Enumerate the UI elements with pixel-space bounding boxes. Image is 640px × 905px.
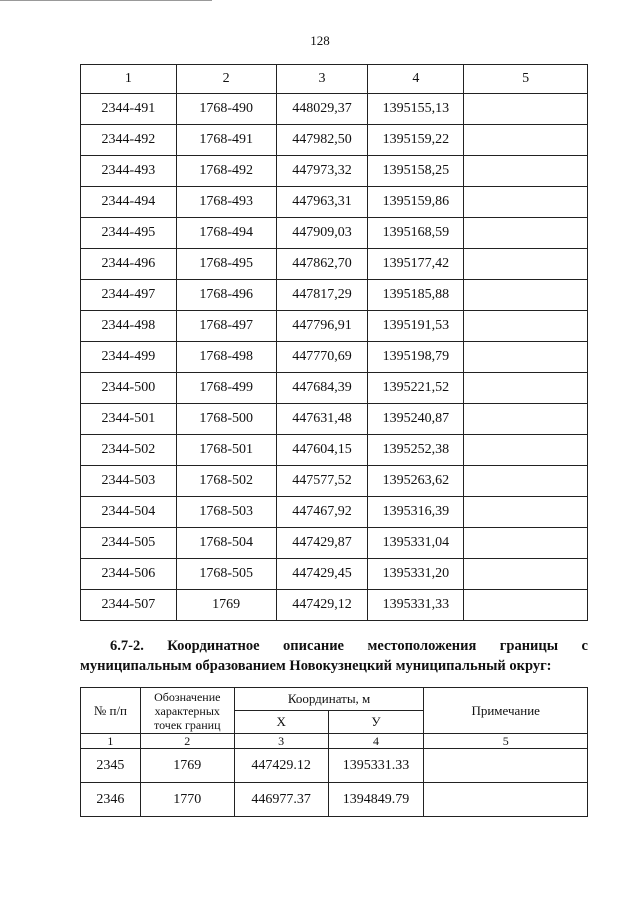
table-row — [81, 125, 588, 156]
table-row — [81, 783, 588, 817]
table-cell: 447862,70 — [276, 249, 368, 280]
column-number-header: 4 — [368, 65, 464, 94]
column-number-header: 2 — [176, 65, 276, 94]
border-table-header-row — [81, 688, 588, 711]
column-number-header: 3 — [276, 65, 368, 94]
table-cell: 447577,52 — [276, 466, 368, 497]
table-cell: 1768-494 — [176, 218, 276, 249]
section-heading-line-2: муниципальным образованием Новокузнецкий муниципальный округ: — [80, 658, 552, 674]
point-designation-header-line: характерных — [154, 703, 220, 718]
table-cell: 1395221,52 — [368, 373, 464, 404]
column-number-header: 5 — [464, 65, 588, 94]
table-cell — [464, 497, 588, 528]
table-cell: 2344-494 — [81, 187, 177, 218]
table-cell — [464, 280, 588, 311]
table-cell: 1768-499 — [176, 373, 276, 404]
table-cell: 2344-497 — [81, 280, 177, 311]
table-row — [81, 218, 588, 249]
table-row — [81, 466, 588, 497]
coordinates-header: Координаты, м — [234, 688, 424, 711]
table-cell: 1394849.79 — [328, 783, 424, 817]
table-cell: 447817,29 — [276, 280, 368, 311]
table-cell — [464, 373, 588, 404]
table-cell: 1768-496 — [176, 280, 276, 311]
table-cell: 447963,31 — [276, 187, 368, 218]
table-cell — [464, 466, 588, 497]
column-number: 2 — [140, 734, 234, 749]
table-cell: 1768-505 — [176, 559, 276, 590]
table-cell: 447429,45 — [276, 559, 368, 590]
table-cell: 1770 — [140, 783, 234, 817]
table-cell — [464, 435, 588, 466]
table-cell — [464, 590, 588, 621]
table-cell: 2344-504 — [81, 497, 177, 528]
table-row — [81, 311, 588, 342]
table-cell: 2344-501 — [81, 404, 177, 435]
table-cell — [464, 125, 588, 156]
point-designation-header-line: точек границ — [154, 717, 221, 732]
table-row — [81, 373, 588, 404]
table-cell: 1768-497 — [176, 311, 276, 342]
column-number: 4 — [328, 734, 424, 749]
table-cell: 1768-495 — [176, 249, 276, 280]
table-cell: 2344-500 — [81, 373, 177, 404]
table-cell — [464, 404, 588, 435]
column-number-header: 1 — [81, 65, 177, 94]
table-cell: 447429.12 — [234, 749, 328, 783]
border-table-body — [81, 688, 588, 817]
table-cell: 1769 — [140, 749, 234, 783]
table-row — [81, 156, 588, 187]
table-cell: 1395168,59 — [368, 218, 464, 249]
table-cell: 1395177,42 — [368, 249, 464, 280]
table-cell: 1395191,53 — [368, 311, 464, 342]
table-cell: 1768-500 — [176, 404, 276, 435]
table-row — [81, 497, 588, 528]
table-cell: 1768-498 — [176, 342, 276, 373]
table-cell: 1395331.33 — [328, 749, 424, 783]
table-cell — [464, 528, 588, 559]
table-cell: 1768-503 — [176, 497, 276, 528]
table-cell: 1395252,38 — [368, 435, 464, 466]
column-number: 3 — [234, 734, 328, 749]
table-cell: 2344-498 — [81, 311, 177, 342]
table-header-row — [81, 65, 588, 94]
table-cell: 447973,32 — [276, 156, 368, 187]
table-cell: 447604,15 — [276, 435, 368, 466]
table-cell — [464, 156, 588, 187]
table-cell: 1768-504 — [176, 528, 276, 559]
table-cell — [464, 249, 588, 280]
table-cell — [464, 94, 588, 125]
table-cell: 447429,87 — [276, 528, 368, 559]
page-number: 128 — [310, 33, 330, 48]
point-designation-header — [140, 688, 234, 734]
table-cell: 447770,69 — [276, 342, 368, 373]
table-cell — [464, 342, 588, 373]
x-header: X — [234, 711, 328, 734]
table-cell — [424, 783, 588, 817]
y-header: У — [328, 711, 424, 734]
table-row — [81, 435, 588, 466]
table-cell: 1395331,04 — [368, 528, 464, 559]
table-cell — [464, 559, 588, 590]
table-cell: 2344-507 — [81, 590, 177, 621]
table-cell: 447684,39 — [276, 373, 368, 404]
column-numbers-row — [81, 734, 588, 749]
section-heading — [80, 636, 588, 676]
table-row — [81, 280, 588, 311]
table-cell: 447467,92 — [276, 497, 368, 528]
table-cell: 2345 — [81, 749, 141, 783]
table-cell: 1768-490 — [176, 94, 276, 125]
table-cell: 1395240,87 — [368, 404, 464, 435]
coordinates-table — [80, 64, 588, 621]
table-cell — [464, 218, 588, 249]
table-cell: 447909,03 — [276, 218, 368, 249]
number-header: № п/п — [81, 688, 141, 734]
table-cell: 2344-492 — [81, 125, 177, 156]
table-cell: 1769 — [176, 590, 276, 621]
table-row — [81, 590, 588, 621]
column-number: 1 — [81, 734, 141, 749]
table-cell: 1395263,62 — [368, 466, 464, 497]
table-cell: 446977.37 — [234, 783, 328, 817]
table-cell: 2346 — [81, 783, 141, 817]
border-coordinates-table — [80, 687, 588, 817]
table-cell — [464, 311, 588, 342]
table-cell: 2344-491 — [81, 94, 177, 125]
table-cell: 2344-505 — [81, 528, 177, 559]
table-cell: 1395316,39 — [368, 497, 464, 528]
table-cell: 1395155,13 — [368, 94, 464, 125]
table-row — [81, 187, 588, 218]
table-cell: 1768-493 — [176, 187, 276, 218]
table-cell: 1395158,25 — [368, 156, 464, 187]
table-cell: 1768-491 — [176, 125, 276, 156]
table-cell: 447982,50 — [276, 125, 368, 156]
table-cell: 1395185,88 — [368, 280, 464, 311]
table-row — [81, 342, 588, 373]
table-cell: 1395198,79 — [368, 342, 464, 373]
table-row — [81, 404, 588, 435]
table-cell: 1768-502 — [176, 466, 276, 497]
table-cell — [424, 749, 588, 783]
table-cell: 1768-501 — [176, 435, 276, 466]
table-row — [81, 94, 588, 125]
table-row — [81, 528, 588, 559]
table-row — [81, 559, 588, 590]
table-cell: 2344-493 — [81, 156, 177, 187]
top-rule — [0, 0, 212, 1]
coordinates-table-body — [81, 65, 588, 621]
table-cell: 1395159,22 — [368, 125, 464, 156]
table-cell — [464, 187, 588, 218]
table-cell: 447631,48 — [276, 404, 368, 435]
table-row — [81, 749, 588, 783]
table-cell: 2344-502 — [81, 435, 177, 466]
table-cell: 447429,12 — [276, 590, 368, 621]
table-cell: 2344-496 — [81, 249, 177, 280]
table-cell: 1395331,20 — [368, 559, 464, 590]
section-heading-line-1: 6.7-2. Координатное описание местоположения границы с — [110, 638, 588, 654]
table-cell: 1395331,33 — [368, 590, 464, 621]
point-designation-header-line: Обозначение — [154, 689, 221, 704]
table-cell: 447796,91 — [276, 311, 368, 342]
table-cell: 2344-495 — [81, 218, 177, 249]
table-cell: 448029,37 — [276, 94, 368, 125]
table-cell: 1395159,86 — [368, 187, 464, 218]
table-cell: 2344-503 — [81, 466, 177, 497]
table-row — [81, 249, 588, 280]
table-cell: 2344-499 — [81, 342, 177, 373]
table-cell: 1768-492 — [176, 156, 276, 187]
table-cell: 2344-506 — [81, 559, 177, 590]
column-number: 5 — [424, 734, 588, 749]
note-header: Примечание — [424, 688, 588, 734]
